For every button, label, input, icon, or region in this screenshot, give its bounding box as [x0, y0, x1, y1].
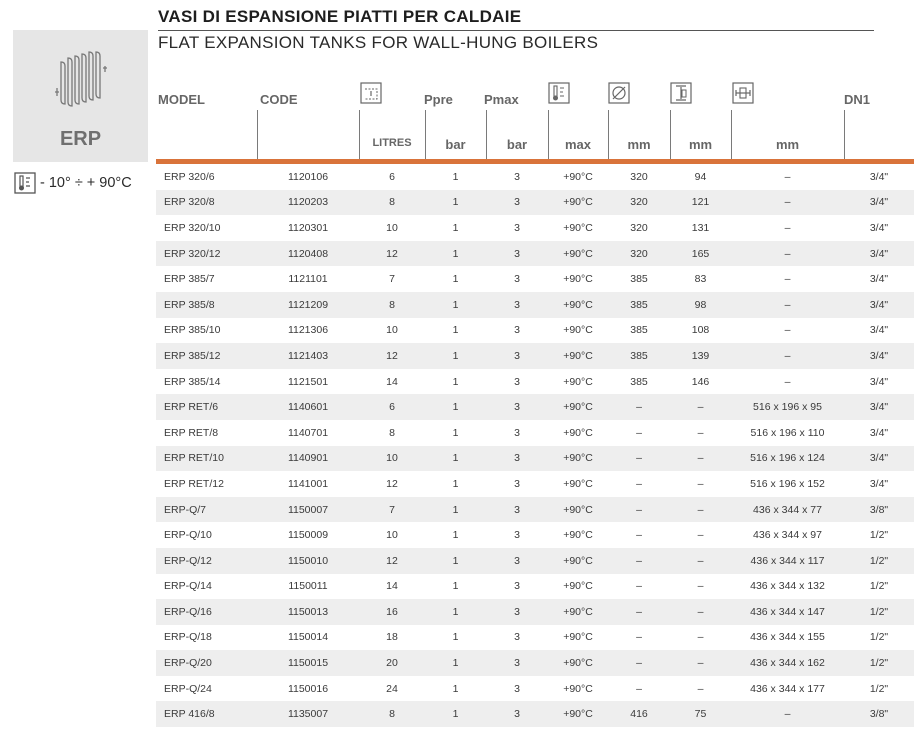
cell-height: – [697, 401, 704, 414]
cell-dimensions: 436 x 344 x 132 [750, 580, 825, 593]
cell-litres: 8 [389, 298, 395, 311]
cell-max-temp: +90°C [563, 682, 593, 695]
cell-code: 1120301 [287, 221, 329, 234]
radiator-icon [53, 48, 109, 114]
cell-model: ERP 385/10 [164, 324, 221, 337]
cell-diameter: – [636, 503, 642, 516]
cell-dimensions: 436 x 344 x 147 [750, 605, 825, 618]
cell-ppre: 1 [452, 605, 459, 618]
cell-model: ERP RET/6 [164, 401, 219, 414]
cell-litres: 24 [386, 682, 398, 695]
cell-litres: 12 [386, 477, 398, 490]
cell-diameter: 416 [630, 708, 648, 721]
cell-model: ERP 385/14 [164, 375, 221, 388]
header-divider [257, 110, 258, 160]
cell-pmax: 3 [514, 298, 520, 311]
cell-dn1: 3/4" [869, 452, 889, 465]
cell-height: – [697, 426, 704, 439]
cell-diameter: 320 [630, 247, 648, 260]
cell-code: 1120408 [287, 247, 329, 260]
cell-model: ERP-Q/10 [164, 529, 212, 542]
cell-dimensions: 436 x 344 x 177 [750, 682, 825, 695]
cell-litres: 12 [386, 554, 398, 567]
table-row [156, 548, 914, 574]
title-divider [158, 30, 874, 31]
cell-max-temp: +90°C [563, 375, 593, 388]
cell-ppre: 1 [452, 170, 459, 183]
header-bar-ppre: bar [445, 137, 466, 152]
cell-diameter: 385 [630, 349, 648, 362]
cell-max-temp: +90°C [563, 298, 593, 311]
cell-litres: 14 [386, 580, 398, 593]
diameter-icon [608, 82, 630, 104]
cell-model: ERP-Q/24 [164, 682, 212, 695]
tank-volume-icon [360, 82, 382, 104]
header-divider [425, 110, 426, 160]
cell-dn1: 3/4" [869, 298, 889, 311]
cell-litres: 12 [386, 349, 398, 362]
cell-dn1: 3/4" [869, 273, 889, 286]
cell-dimensions: – [784, 247, 791, 260]
cell-dn1: 3/4" [869, 324, 889, 337]
cell-dn1: 1/2" [869, 657, 889, 670]
cell-max-temp: +90°C [563, 349, 593, 362]
cell-height: – [697, 452, 704, 465]
cell-height: – [697, 503, 704, 516]
cell-ppre: 1 [452, 529, 459, 542]
cell-max-temp: +90°C [563, 477, 593, 490]
cell-dn1: 3/4" [869, 401, 889, 414]
thermometer-icon [548, 82, 570, 104]
header-diameter-mm: mm [627, 137, 651, 152]
cell-model: ERP-Q/12 [164, 554, 212, 567]
table-row [156, 701, 914, 727]
cell-diameter: – [636, 682, 642, 695]
cell-model: ERP 320/8 [164, 196, 215, 209]
cell-code: 1150015 [287, 657, 329, 670]
cell-dimensions: 516 x 196 x 110 [750, 426, 825, 439]
cell-max-temp: +90°C [563, 605, 593, 618]
header-divider [731, 110, 732, 160]
header-divider [486, 110, 487, 160]
cell-ppre: 1 [452, 273, 459, 286]
cell-max-temp: +90°C [563, 708, 593, 721]
cell-dn1: 1/2" [869, 605, 889, 618]
cell-dn1: 3/8" [869, 708, 889, 721]
cell-litres: 18 [386, 631, 398, 644]
cell-code: 1150011 [288, 580, 328, 593]
cell-code: 1121101 [288, 273, 328, 286]
cell-height: – [697, 682, 704, 695]
table-row [156, 625, 914, 651]
cell-code: 1120106 [287, 170, 329, 183]
table-row [156, 522, 914, 548]
table-row [156, 676, 914, 702]
cell-max-temp: +90°C [563, 554, 593, 567]
cell-max-temp: +90°C [563, 273, 593, 286]
cell-model: ERP 385/7 [164, 273, 215, 286]
cell-model: ERP RET/12 [164, 477, 224, 490]
cell-ppre: 1 [452, 247, 459, 260]
cell-dn1: 3/4" [869, 221, 889, 234]
cell-code: 1135007 [287, 708, 329, 721]
cell-height: – [697, 477, 704, 490]
cell-max-temp: +90°C [563, 196, 593, 209]
cell-diameter: – [636, 401, 642, 414]
cell-max-temp: +90°C [563, 657, 593, 670]
cell-model: ERP-Q/7 [164, 503, 207, 516]
height-icon [670, 82, 692, 104]
cell-litres: 7 [389, 273, 395, 286]
cell-code: 1150016 [287, 682, 329, 695]
cell-diameter: 385 [630, 298, 648, 311]
table-row [156, 164, 914, 190]
table-row [156, 420, 914, 446]
table-row [156, 190, 914, 216]
cell-dn1: 1/2" [869, 682, 889, 695]
cell-code: 1150014 [287, 631, 329, 644]
cell-dimensions: – [784, 170, 791, 183]
cell-diameter: – [636, 426, 642, 439]
cell-dimensions: – [784, 273, 791, 286]
cell-dimensions: – [784, 708, 791, 721]
cell-height: 83 [694, 273, 707, 286]
cell-ppre: 1 [452, 682, 459, 695]
table-row [156, 318, 914, 344]
temperature-range-text: - 10° ÷ + 90°C [40, 175, 132, 191]
cell-code: 1121209 [287, 298, 329, 311]
cell-max-temp: +90°C [563, 452, 593, 465]
header-divider [670, 110, 671, 160]
cell-dn1: 3/4" [869, 375, 889, 388]
header-divider [548, 110, 549, 160]
cell-height: – [697, 554, 704, 567]
cell-model: ERP 320/10 [164, 221, 221, 234]
cell-model: ERP RET/8 [164, 426, 219, 439]
cell-ppre: 1 [452, 298, 459, 311]
cell-litres: 8 [389, 196, 395, 209]
header-bar-pmax: bar [506, 137, 528, 152]
cell-max-temp: +90°C [563, 580, 593, 593]
cell-ppre: 1 [452, 657, 459, 670]
cell-pmax: 3 [514, 554, 520, 567]
cell-ppre: 1 [452, 503, 459, 516]
cell-litres: 20 [386, 657, 398, 670]
header-model: MODEL [158, 92, 205, 107]
cell-max-temp: +90°C [563, 170, 593, 183]
cell-pmax: 3 [514, 503, 520, 516]
cell-ppre: 1 [452, 631, 459, 644]
cell-max-temp: +90°C [563, 529, 593, 542]
cell-pmax: 3 [514, 708, 520, 721]
cell-pmax: 3 [514, 273, 520, 286]
cell-dimensions: 516 x 196 x 124 [750, 452, 825, 465]
cell-code: 1150007 [287, 503, 329, 516]
cell-dimensions: 436 x 344 x 77 [753, 503, 822, 516]
cell-dn1: 3/4" [869, 196, 889, 209]
cell-height: 75 [694, 708, 707, 721]
cell-pmax: 3 [514, 349, 520, 362]
cell-height: 108 [691, 324, 710, 337]
cell-model: ERP-Q/18 [164, 631, 212, 644]
cell-dimensions: – [784, 349, 791, 362]
cell-height: 98 [694, 298, 707, 311]
cell-pmax: 3 [514, 196, 520, 209]
cell-height: – [697, 529, 704, 542]
cell-diameter: – [636, 477, 642, 490]
cell-ppre: 1 [452, 349, 459, 362]
cell-diameter: – [636, 631, 642, 644]
cell-dimensions: – [784, 221, 791, 234]
cell-pmax: 3 [514, 247, 520, 260]
cell-ppre: 1 [452, 708, 459, 721]
cell-max-temp: +90°C [563, 401, 593, 414]
cell-max-temp: +90°C [563, 324, 593, 337]
cell-code: 1121501 [287, 375, 329, 388]
cell-model: ERP-Q/14 [164, 580, 212, 593]
cell-litres: 7 [389, 503, 395, 516]
header-dn1: DN1 [844, 92, 871, 107]
cell-diameter: 320 [630, 196, 648, 209]
cell-code: 1150013 [287, 605, 329, 618]
cell-litres: 6 [389, 401, 395, 414]
cell-litres: 10 [386, 324, 398, 337]
badge-label: ERP [59, 128, 102, 150]
cell-diameter: 320 [630, 221, 648, 234]
cell-model: ERP 320/6 [164, 170, 215, 183]
cell-pmax: 3 [514, 324, 520, 337]
header-divider [844, 110, 845, 160]
table-row [156, 292, 914, 318]
cell-dimensions: – [784, 196, 791, 209]
cell-height: – [697, 580, 704, 593]
cell-dn1: 1/2" [869, 580, 889, 593]
cell-pmax: 3 [514, 426, 520, 439]
page-subtitle: FLAT EXPANSION TANKS FOR WALL-HUNG BOILERS [158, 33, 599, 52]
cell-litres: 8 [389, 426, 395, 439]
cell-diameter: – [636, 605, 642, 618]
table-row [156, 394, 914, 420]
cell-ppre: 1 [452, 554, 459, 567]
cell-pmax: 3 [514, 605, 520, 618]
table-row [156, 650, 914, 676]
cell-diameter: 320 [630, 170, 648, 183]
cell-diameter: – [636, 554, 642, 567]
cell-ppre: 1 [452, 401, 459, 414]
cell-litres: 10 [386, 221, 398, 234]
product-badge [13, 30, 148, 162]
table-row [156, 343, 914, 369]
cell-litres: 12 [386, 247, 398, 260]
cell-ppre: 1 [452, 580, 459, 593]
cell-height: 94 [694, 170, 707, 183]
cell-pmax: 3 [514, 452, 520, 465]
cell-diameter: 385 [630, 375, 648, 388]
cell-dn1: 3/4" [869, 247, 889, 260]
page-title: VASI DI ESPANSIONE PIATTI PER CALDAIE [158, 7, 522, 26]
cell-dn1: 3/4" [869, 349, 889, 362]
header-max-temp: max [564, 137, 592, 152]
cell-diameter: 385 [630, 273, 648, 286]
cell-ppre: 1 [452, 221, 459, 234]
header-code: CODE [260, 92, 298, 107]
cell-dn1: 1/2" [869, 554, 889, 567]
cell-code: 1121403 [287, 349, 329, 362]
cell-code: 1141001 [287, 477, 329, 490]
cell-dimensions: – [784, 375, 791, 388]
cell-dn1: 3/4" [869, 426, 889, 439]
table-row [156, 215, 914, 241]
cell-dn1: 3/4" [869, 477, 889, 490]
cell-diameter: – [636, 580, 642, 593]
cell-pmax: 3 [514, 221, 520, 234]
cell-max-temp: +90°C [563, 221, 593, 234]
cell-dn1: 3/4" [869, 170, 889, 183]
table-row [156, 599, 914, 625]
cell-dimensions: 436 x 344 x 117 [750, 554, 825, 567]
cell-ppre: 1 [452, 452, 459, 465]
temperature-range [14, 172, 132, 194]
cell-model: ERP 385/8 [164, 298, 215, 311]
cell-diameter: – [636, 452, 642, 465]
cell-ppre: 1 [452, 196, 459, 209]
cell-dimensions: 516 x 196 x 152 [750, 477, 825, 490]
cell-dimensions: – [784, 324, 791, 337]
cell-model: ERP 385/12 [164, 349, 221, 362]
cell-ppre: 1 [452, 375, 459, 388]
cell-max-temp: +90°C [563, 503, 593, 516]
cell-pmax: 3 [514, 401, 520, 414]
header-divider [359, 110, 360, 160]
cell-dimensions: 436 x 344 x 162 [750, 657, 825, 670]
cell-code: 1140601 [287, 401, 329, 414]
cell-dimensions: – [784, 298, 791, 311]
cell-litres: 10 [386, 452, 398, 465]
cell-dimensions: 436 x 344 x 97 [753, 529, 822, 542]
table-row [156, 266, 914, 292]
table-row [156, 241, 914, 267]
cell-height: 165 [691, 247, 710, 260]
cell-ppre: 1 [452, 426, 459, 439]
cell-pmax: 3 [514, 529, 520, 542]
header-dimensions-mm: mm [775, 137, 800, 152]
cell-ppre: 1 [452, 477, 459, 490]
header-height-mm: mm [688, 137, 713, 152]
cell-max-temp: +90°C [563, 426, 593, 439]
header-ppre: Ppre [424, 92, 453, 107]
cell-code: 1121306 [287, 324, 329, 337]
cell-model: ERP RET/10 [164, 452, 224, 465]
cell-model: ERP-Q/20 [164, 657, 212, 670]
header-litres: LITRES [372, 137, 412, 149]
dimensions-icon [732, 82, 754, 104]
table-row [156, 446, 914, 472]
cell-litres: 10 [386, 529, 398, 542]
cell-litres: 6 [389, 170, 395, 183]
cell-dimensions: 516 x 196 x 95 [753, 401, 822, 414]
cell-litres: 14 [386, 375, 398, 388]
cell-dn1: 1/2" [869, 631, 889, 644]
table-row [156, 497, 914, 523]
cell-code: 1150009 [287, 529, 329, 542]
cell-pmax: 3 [514, 657, 520, 670]
cell-litres: 8 [389, 708, 395, 721]
cell-model: ERP 320/12 [164, 247, 221, 260]
cell-diameter: – [636, 657, 642, 670]
cell-pmax: 3 [514, 631, 520, 644]
cell-pmax: 3 [514, 170, 520, 183]
cell-code: 1140701 [287, 426, 329, 439]
thermometer-icon [14, 172, 36, 194]
cell-dimensions: 436 x 344 x 155 [750, 631, 825, 644]
cell-model: ERP 416/8 [164, 708, 215, 721]
cell-height: 131 [691, 221, 710, 234]
cell-height: – [697, 657, 704, 670]
cell-ppre: 1 [452, 324, 459, 337]
cell-pmax: 3 [514, 375, 520, 388]
product-table [156, 164, 914, 727]
cell-height: 139 [691, 349, 710, 362]
cell-height: 121 [691, 196, 710, 209]
cell-pmax: 3 [514, 477, 520, 490]
cell-code: 1150010 [287, 554, 329, 567]
cell-diameter: 385 [630, 324, 648, 337]
cell-height: – [697, 631, 704, 644]
cell-code: 1140901 [287, 452, 329, 465]
cell-height: – [697, 605, 704, 618]
cell-litres: 16 [386, 605, 398, 618]
cell-max-temp: +90°C [563, 247, 593, 260]
header-pmax: Pmax [484, 92, 519, 107]
table-row [156, 369, 914, 395]
table-row [156, 471, 914, 497]
cell-model: ERP-Q/16 [164, 605, 212, 618]
cell-height: 146 [691, 375, 710, 388]
table-row [156, 574, 914, 600]
cell-pmax: 3 [514, 682, 520, 695]
header-divider [608, 110, 609, 160]
cell-max-temp: +90°C [563, 631, 593, 644]
cell-dn1: 3/8" [869, 503, 889, 516]
cell-diameter: – [636, 529, 642, 542]
cell-code: 1120203 [287, 196, 329, 209]
cell-dn1: 1/2" [869, 529, 889, 542]
cell-pmax: 3 [514, 580, 520, 593]
